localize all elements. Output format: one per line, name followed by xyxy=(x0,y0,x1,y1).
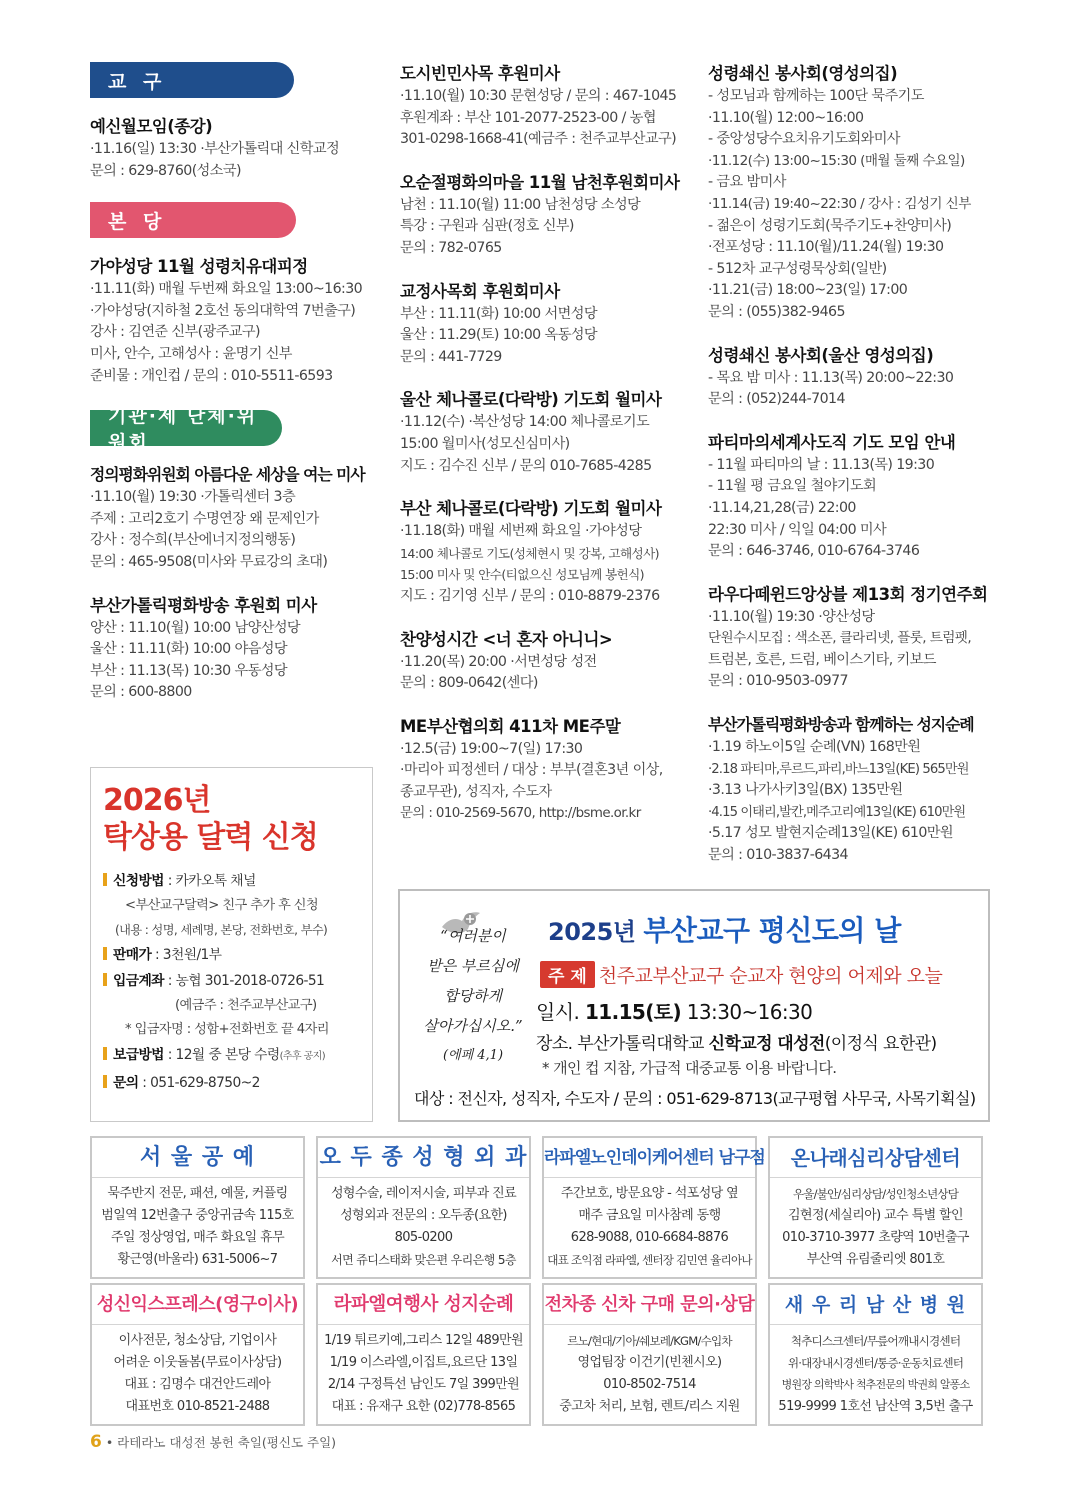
entry-line: 주제 : 고리2호기 수명연장 왜 문제인가 xyxy=(90,510,319,527)
section-header-diocese: 교 구 xyxy=(90,62,294,98)
entry-title: 교정사목회 후원회미사 xyxy=(400,281,560,301)
ad-line: 매주 금요일 미사참례 동행 xyxy=(578,1208,721,1223)
entry-title: 성령쇄신 봉사회(울산 영성의집) xyxy=(708,345,934,365)
entry-line: ·4.15 이태리,발칸,메주고리예13일(KE) 610만원 xyxy=(708,804,966,820)
ad-line: 척추디스크센터/무릎어깨내시경센터 xyxy=(790,1334,961,1348)
entry-line: 문의 : 465-9508(미사와 무료강의 초대) xyxy=(90,553,328,570)
ad-title: 새 우 리 남 산 병 원 xyxy=(770,1285,981,1325)
entry-line: - 목요 밤 미사 : 11.13(목) 20:00~22:30 xyxy=(708,369,954,386)
entry-line: 문의 : 809-0642(센다) xyxy=(400,675,538,692)
entry-line: - 512차 교구성령묵상회(일반) xyxy=(708,260,887,277)
entry-laudate-concert xyxy=(708,583,998,693)
entry-line: - 금요 밤미사 xyxy=(708,174,786,191)
scripture-quote: “여러분이 받은 부르심에 합당하게 살아가십시오.” (에페 4,1) xyxy=(423,927,523,1063)
entry-title: 부산 체나콜로(다락방) 기도회 월미사 xyxy=(400,499,662,519)
calendar-account-holder: (예금주 : 천주교부산교구) xyxy=(175,998,317,1013)
entry-line: 지도 : 김수진 신부 / 문의 010-7685-4285 xyxy=(400,457,652,474)
ad-line: 황근영(바울라) 631-5006~7 xyxy=(117,1252,278,1267)
entry-vocation-meeting xyxy=(90,115,380,182)
bullet-icon xyxy=(103,873,107,886)
entry-line: 후원계좌 : 부산 101-2077-2523-00 / 농협 xyxy=(400,109,656,126)
entry-pilgrimage xyxy=(708,713,998,867)
entry-title: 부산가톨릭평화방송과 함께하는 성지순례 xyxy=(708,715,974,735)
entry-line: 울산 : 11.29(토) 10:00 옥동성당 xyxy=(400,327,597,344)
entry-line: ·2.18 파티마,루르드,파리,바느13일(KE) 565만원 xyxy=(708,761,969,777)
section-header-parish: 본 당 xyxy=(90,202,296,238)
entry-line: ·12.5(금) 19:00~7(일) 17:30 xyxy=(400,740,583,757)
ad-line: 805-0200 xyxy=(394,1230,453,1245)
entry-line: - 젊은이 성령기도회(묵주기도+찬양미사) xyxy=(708,217,952,234)
entry-line: ·전포성당 : 11.10(월)/11.24(월) 19:30 xyxy=(708,239,944,256)
ad-line: 대표 조익점 라파엘, 센터장 김민연 율리아나 xyxy=(547,1253,752,1267)
entry-gaya-retreat xyxy=(90,255,380,387)
laity-datetime: 일시. 11.15(토) 13:30~16:30 xyxy=(536,1000,813,1024)
calendar-price: 판매가 : 3천원/1부 xyxy=(103,942,360,968)
entry-line: 부산 : 11.13(목) 10:30 우동성당 xyxy=(90,662,287,679)
entry-line: ·11.10(월) 19:30 ·양산성당 xyxy=(708,608,875,625)
entry-line: ·11.21(금) 18:00~23(일) 17:00 xyxy=(708,282,908,299)
middle-column xyxy=(400,62,690,845)
ad-line: 우울/불안/심리상담/성인청소년상담 xyxy=(792,1187,959,1201)
entry-line: 15:00 미사 및 안수(티없으신 성모님께 봉헌식) xyxy=(400,567,644,583)
entry-urban-poor-mass xyxy=(400,62,690,151)
laity-theme: 주 제 천주교부산교구 순교자 현양의 어제와 오늘 xyxy=(540,961,942,988)
ad-line: 어려운 이웃돌봄(무료이사상담) xyxy=(113,1355,282,1370)
calendar-order-box xyxy=(90,767,373,1122)
calendar-method: 신청방법 : 카카오톡 채널 xyxy=(103,868,360,894)
ad-line: 010-8502-7514 xyxy=(603,1377,696,1392)
calendar-title-year: 2026년 xyxy=(103,783,211,818)
entry-line: ·11.10(월) 19:30 ·가톨릭센터 3층 xyxy=(90,489,296,506)
entry-line: ·가야성당(지하철 2호선 동의대학역 7번출구) xyxy=(90,302,356,319)
entry-line: 문의 : 629-8760(성소국) xyxy=(90,162,241,179)
entry-line: ·11.12(수) 13:00~15:30 (매월 둘째 수요일) xyxy=(708,152,965,169)
laity-day-box xyxy=(398,889,990,1122)
ad-line: 519-9999 1호선 남산역 3,5번 출구 xyxy=(778,1399,973,1414)
laity-note: * 개인 컵 지참, 가급적 대중교통 이용 바랍니다. xyxy=(542,1059,837,1077)
bullet-icon xyxy=(103,1075,107,1088)
entry-line: 미사, 안수, 고해성사 : 윤명기 신부 xyxy=(90,345,292,362)
entry-line: ·11.10(월) 10:30 문현성당 / 문의 : 467-1045 xyxy=(400,88,677,104)
ad-line: 이사전문, 청소상담, 기업이사 xyxy=(118,1333,277,1348)
laity-place: 장소. 부산가톨릭대학교 신학교정 대성전(이정식 요한관) xyxy=(536,1034,937,1054)
entry-line: 문의 : 646-3746, 010-6764-3746 xyxy=(708,543,920,560)
entry-line: 강사 : 김연준 신부(광주교구) xyxy=(90,324,260,341)
entry-title: 울산 체나콜로(다락방) 기도회 월미사 xyxy=(400,390,662,410)
entry-line: 특강 : 구원과 심판(정호 신부) xyxy=(400,218,574,235)
page-footer xyxy=(90,1432,336,1452)
section-header-organizations: 기관·제 단체·위원회 xyxy=(90,410,282,446)
ad-onnarae-counseling xyxy=(768,1136,983,1279)
entry-line: 울산 : 11.11(화) 10:00 야음성당 xyxy=(90,641,287,658)
entry-line: 단원수시모집 : 색소폰, 클라리넷, 플룻, 트럼펫, xyxy=(708,630,972,647)
ad-line: 대표 : 유재구 요한 (02)778-8565 xyxy=(331,1399,516,1414)
ad-line: 010-3710-3977 초량역 10번출구 xyxy=(782,1230,969,1245)
ad-raphael-daycare xyxy=(542,1136,765,1279)
entry-line: 종교무관), 성직자, 수도자 xyxy=(400,783,552,800)
entry-title: 파티마의세계사도직 기도 모임 안내 xyxy=(708,432,956,452)
entry-line: ·11.14(금) 19:40~22:30 / 강사 : 김성기 신부 xyxy=(708,195,971,212)
ad-line: 1/19 튀르키예,그리스 12일 489만원 xyxy=(324,1333,523,1348)
entry-title: ME부산협의회 411차 ME주말 xyxy=(400,716,621,736)
entry-line: ·3.13 나가사키3일(BX) 135만원 xyxy=(708,782,903,799)
entry-line: 남천 : 11.10(월) 11:00 남천성당 소성당 xyxy=(400,196,641,213)
entry-line: 강사 : 정수희(부산에너지정의행동) xyxy=(90,532,296,549)
ad-title: 라파엘노인데이케어센터 남구점 xyxy=(544,1138,755,1178)
entry-kkottongnae-mass xyxy=(400,171,690,260)
ad-title: 온나래심리상담센터 xyxy=(770,1138,981,1178)
entry-line: 15:00 월미사(성모신심미사) xyxy=(400,435,570,452)
ad-line: 대표번호 010-8521-2488 xyxy=(125,1399,270,1414)
entry-title: 성령쇄신 봉사회(영성의집) xyxy=(708,64,898,83)
entry-line: 301-0298-1668-41(예금주 : 천주교부산교구) xyxy=(400,131,677,148)
left-column xyxy=(90,62,380,724)
ad-saewoori-hospital xyxy=(768,1283,983,1426)
ad-line: 중고차 처리, 보험, 렌트/리스 지원 xyxy=(559,1399,740,1414)
entry-line: ·5.17 성모 발현지순례13일(KE) 610만원 xyxy=(708,825,953,842)
calendar-contact: 문의 : 051-629-8750~2 xyxy=(103,1070,360,1096)
entry-line: 양산 : 11.10(월) 10:00 남양산성당 xyxy=(90,619,301,636)
ad-line: 성형수술, 레이저시술, 피부과 진료 xyxy=(330,1186,517,1201)
ad-line: 묵주반지 전문, 패션, 예물, 커플링 xyxy=(107,1186,288,1201)
entry-line: - 성모님과 함께하는 100단 묵주기도 xyxy=(708,88,924,104)
bullet-icon xyxy=(103,947,107,960)
calendar-distribution: 보급방법 : 12월 중 본당 수령(추후 공지) xyxy=(103,1042,360,1070)
entry-line: 준비물 : 개인컵 / 문의 : 010-5511-6593 xyxy=(90,367,333,384)
ad-title: 오 두 종 성 형 외 과 xyxy=(318,1138,529,1178)
calendar-deposit-note: * 입금자명 : 성함+전화번호 끝 4자리 xyxy=(125,1022,329,1037)
calendar-account: 입금계좌 : 농협 301-2018-0726-51 xyxy=(103,968,360,994)
entry-line: ·11.14,21,28(금) 22:00 xyxy=(708,499,856,516)
entry-line: 문의 : 010-3837-6434 xyxy=(708,847,848,864)
right-column xyxy=(708,62,998,887)
page-number: 6 xyxy=(90,1432,102,1452)
ad-title: 전차종 신차 구매 문의·상담 xyxy=(544,1285,755,1325)
ad-odujong-clinic xyxy=(316,1136,531,1279)
ad-line: 주간보호, 방문요양 - 석포성당 옆 xyxy=(560,1186,739,1201)
ad-line: 주일 정상영업, 매주 화요일 휴무 xyxy=(110,1230,285,1245)
bullet-icon xyxy=(103,1047,107,1060)
entry-line: 문의 : (052)244-7014 xyxy=(708,391,845,408)
entry-line: ·1.19 하노이5일 순례(VN) 168만원 xyxy=(708,739,921,756)
entry-line: 문의 : 441-7729 xyxy=(400,348,502,365)
entry-title: 예신월모임(종강) xyxy=(90,117,213,136)
ad-raphael-travel xyxy=(316,1283,531,1426)
calendar-details xyxy=(103,868,360,1096)
ad-sungshin-express xyxy=(90,1283,305,1426)
calendar-method-contents: (내용 : 성명, 세례명, 본당, 전화번호, 부수) xyxy=(115,923,328,937)
entry-line: ·11.12(수) ·복산성당 14:00 체나콜로기도 xyxy=(400,414,650,431)
ad-line: 영업팀장 이건기(빈첸시오) xyxy=(577,1355,722,1370)
ad-line: 628-9088, 010-6684-8876 xyxy=(570,1230,729,1245)
entry-line: 22:30 미사 / 익일 04:00 미사 xyxy=(708,521,887,538)
ad-title: 라파엘여행사 성지순례 xyxy=(318,1285,529,1325)
entry-line: 문의 : 010-9503-0977 xyxy=(708,673,848,690)
ad-line: 김현정(세실리아) 교수 특별 할인 xyxy=(788,1208,963,1223)
entry-title: 부산가톨릭평화방송 후원회 미사 xyxy=(90,595,317,615)
ad-new-car xyxy=(542,1283,757,1426)
bullet-icon xyxy=(103,973,107,986)
entry-ulsan-cenacle-mass xyxy=(400,388,690,477)
entry-justice-peace-mass xyxy=(90,463,380,573)
entry-title: 찬양성시간 <너 혼자 아니니> xyxy=(400,629,613,649)
ad-line: 병원장 의학박사 척추전문의 박권희 알퐁소 xyxy=(781,1378,970,1391)
entry-line: ·마리아 피정센터 / 대상 : 부부(결혼3년 이상, xyxy=(400,762,663,779)
entry-line: - 중앙성당수요치유기도회와미사 xyxy=(708,131,900,148)
entry-line: - 11월 파티마의 날 : 11.13(목) 19:30 xyxy=(708,456,935,473)
entry-prison-ministry-mass xyxy=(400,280,690,369)
entry-line: ·11.16(일) 13:30 ·부산가톨릭대 신학교정 xyxy=(90,141,340,157)
entry-line: ·11.18(화) 매월 세번째 화요일 ·가야성당 xyxy=(400,523,642,540)
entry-cpbc-support-mass xyxy=(90,594,380,704)
ad-seoul-craft xyxy=(90,1136,305,1279)
entry-line: 문의 : 010-2569-5670, http://bsme.or.kr xyxy=(400,806,641,822)
entry-title: 도시빈민사목 후원미사 xyxy=(400,64,560,83)
entry-line: 문의 : (055)382-9465 xyxy=(708,303,845,320)
entry-line: 문의 : 600-8800 xyxy=(90,684,192,701)
entry-ulsan-renewal xyxy=(708,344,998,411)
entry-praise-hour xyxy=(400,628,690,695)
entry-busan-cenacle-mass xyxy=(400,497,690,607)
entry-title: 정의평화위원회 아름다운 세상을 여는 미사 xyxy=(90,465,365,485)
entry-me-weekend xyxy=(400,715,690,825)
entry-title: 오순절평화의마을 11월 남천후원회미사 xyxy=(400,172,680,192)
ad-line: 1/19 이스라엘,이집트,요르단 13일 xyxy=(329,1355,518,1370)
entry-line: 부산 : 11.11(화) 10:00 서면성당 xyxy=(400,305,597,322)
entry-line: ·11.10(월) 12:00~16:00 xyxy=(708,109,864,126)
ad-line: 범일역 12번출구 중앙귀금속 115호 xyxy=(101,1208,294,1223)
ad-line: 위·대장내시경센터/통증·운동치료센터 xyxy=(787,1356,964,1370)
footer-caption: • 라테라노 대성전 봉헌 축일(평신도 주일) xyxy=(105,1435,337,1450)
ad-line: 부산역 유림줄리엣 801호 xyxy=(806,1252,945,1267)
entry-title: 라우다떼윈드앙상블 제13회 정기연주회 xyxy=(708,584,988,604)
entry-line: 문의 : 782-0765 xyxy=(400,239,502,256)
ad-line: 2/14 구정특선 남인도 7일 399만원 xyxy=(327,1377,520,1392)
entry-fatima-apostolate xyxy=(708,431,998,563)
ad-line: 성형외과 전문의 : 오두종(요한) xyxy=(340,1208,507,1223)
entry-line: ·11.11(화) 매월 두번째 화요일 13:00~16:30 xyxy=(90,281,363,298)
calendar-method-sub: <부산교구달력> 친구 추가 후 신청 xyxy=(125,898,319,913)
entry-line: - 11월 평 금요일 철야기도회 xyxy=(708,478,877,495)
ad-line: 르노/현대/기아/쉐보레/KGM/수입차 xyxy=(567,1334,732,1348)
ad-title: 성신익스프레스(영구이사) xyxy=(92,1285,303,1325)
entry-line: 트럼본, 호른, 드럼, 베이스기타, 키보드 xyxy=(708,651,936,668)
entry-line: 14:00 체나콜로 기도(성체현시 및 강복, 고해성사) xyxy=(400,545,659,561)
ad-line: 대표 : 김명수 대건안드레아 xyxy=(124,1377,271,1392)
laity-target: 대상 : 전신자, 성직자, 수도자 / 문의 : 051-629-8713(교구평협 사무국, 사목기획실) xyxy=(414,1089,976,1108)
entry-charismatic-renewal xyxy=(708,62,998,324)
laity-title: 2025년 부산교구 평신도의 날 xyxy=(548,914,901,947)
entry-line: ·11.20(목) 20:00 ·서면성당 성전 xyxy=(400,653,597,670)
calendar-title-main: 탁상용 달력 신청 xyxy=(103,820,318,855)
theme-badge: 주 제 xyxy=(540,961,595,988)
entry-line: 지도 : 김기영 신부 / 문의 : 010-8879-2376 xyxy=(400,587,660,604)
ad-title: 서 울 공 예 xyxy=(92,1138,303,1178)
entry-title: 가야성당 11월 성령치유대피정 xyxy=(90,257,308,277)
ad-line: 서면 쥬디스태화 맞은편 우리은행 5층 xyxy=(331,1253,516,1267)
